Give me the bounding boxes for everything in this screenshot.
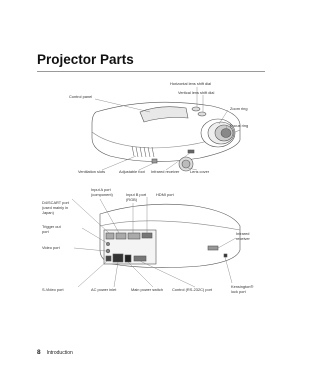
label-input-a-port: Input A port (component) bbox=[91, 187, 113, 197]
label-vertical-lens-shift-dial: Vertical lens shift dial bbox=[178, 90, 215, 95]
lens-glass bbox=[221, 129, 231, 138]
infrared-receiver-front-shape bbox=[188, 150, 194, 153]
s-video-port-shape bbox=[106, 256, 111, 261]
control-rs232c-port-shape bbox=[134, 256, 146, 261]
label-trigger-out-port: Trigger out port bbox=[42, 224, 61, 234]
label-video-port: Video port bbox=[42, 245, 60, 250]
label-s-video-port: S-Video port bbox=[42, 287, 64, 292]
hdmi-port-shape bbox=[142, 233, 152, 238]
projector-rear-view bbox=[100, 204, 240, 267]
vertical-lens-shift-dial-shape bbox=[198, 112, 206, 116]
page-title: Projector Parts bbox=[37, 52, 134, 67]
label-ventilation-slots: Ventilation slots bbox=[78, 169, 106, 174]
page-number: 8 bbox=[37, 349, 41, 356]
label-d4-scart-port: D4/SCART port (used mainly in Japan) bbox=[42, 200, 69, 215]
adjustable-foot-shape bbox=[152, 159, 157, 163]
input-b-port-shape bbox=[128, 233, 140, 239]
label-horizontal-lens-shift-dial: Horizontal lens shift dial bbox=[170, 81, 212, 86]
label-adjustable-foot: Adjustable foot bbox=[119, 169, 145, 174]
label-lens-cover: Lens cover bbox=[190, 169, 210, 174]
label-hdmi-port: HDMI port bbox=[156, 192, 174, 197]
label-infrared-receiver-front: Infrared receiver bbox=[151, 169, 180, 174]
d4-scart-port-shape bbox=[106, 233, 114, 239]
ac-power-inlet-shape bbox=[113, 254, 123, 262]
label-infrared-receiver-rear: Infrared receiver bbox=[236, 231, 250, 241]
video-port-shape bbox=[106, 249, 110, 253]
label-control-rs232c-port: Control (RS-232C) port bbox=[172, 287, 213, 292]
label-kensington-lock-port: Kensington® lock port bbox=[231, 284, 254, 294]
label-ac-power-inlet: AC power inlet bbox=[91, 287, 117, 292]
label-focus-ring: Focus ring bbox=[230, 123, 249, 128]
horizontal-lens-shift-dial-shape bbox=[192, 107, 200, 111]
label-input-b-port: Input B port (RGB) bbox=[126, 192, 147, 202]
kensington-lock-port-shape bbox=[224, 254, 227, 257]
input-a-port-shape bbox=[116, 233, 126, 239]
page-footer bbox=[37, 349, 73, 356]
infrared-receiver-rear-shape bbox=[208, 246, 218, 250]
label-main-power-switch: Main power switch bbox=[131, 287, 164, 292]
projector-front-view bbox=[92, 102, 240, 171]
label-control-panel: Control panel bbox=[69, 94, 93, 99]
label-zoom-ring: Zoom ring bbox=[230, 106, 248, 111]
section-name: Introduction bbox=[46, 350, 73, 356]
main-power-switch-shape bbox=[125, 255, 131, 262]
